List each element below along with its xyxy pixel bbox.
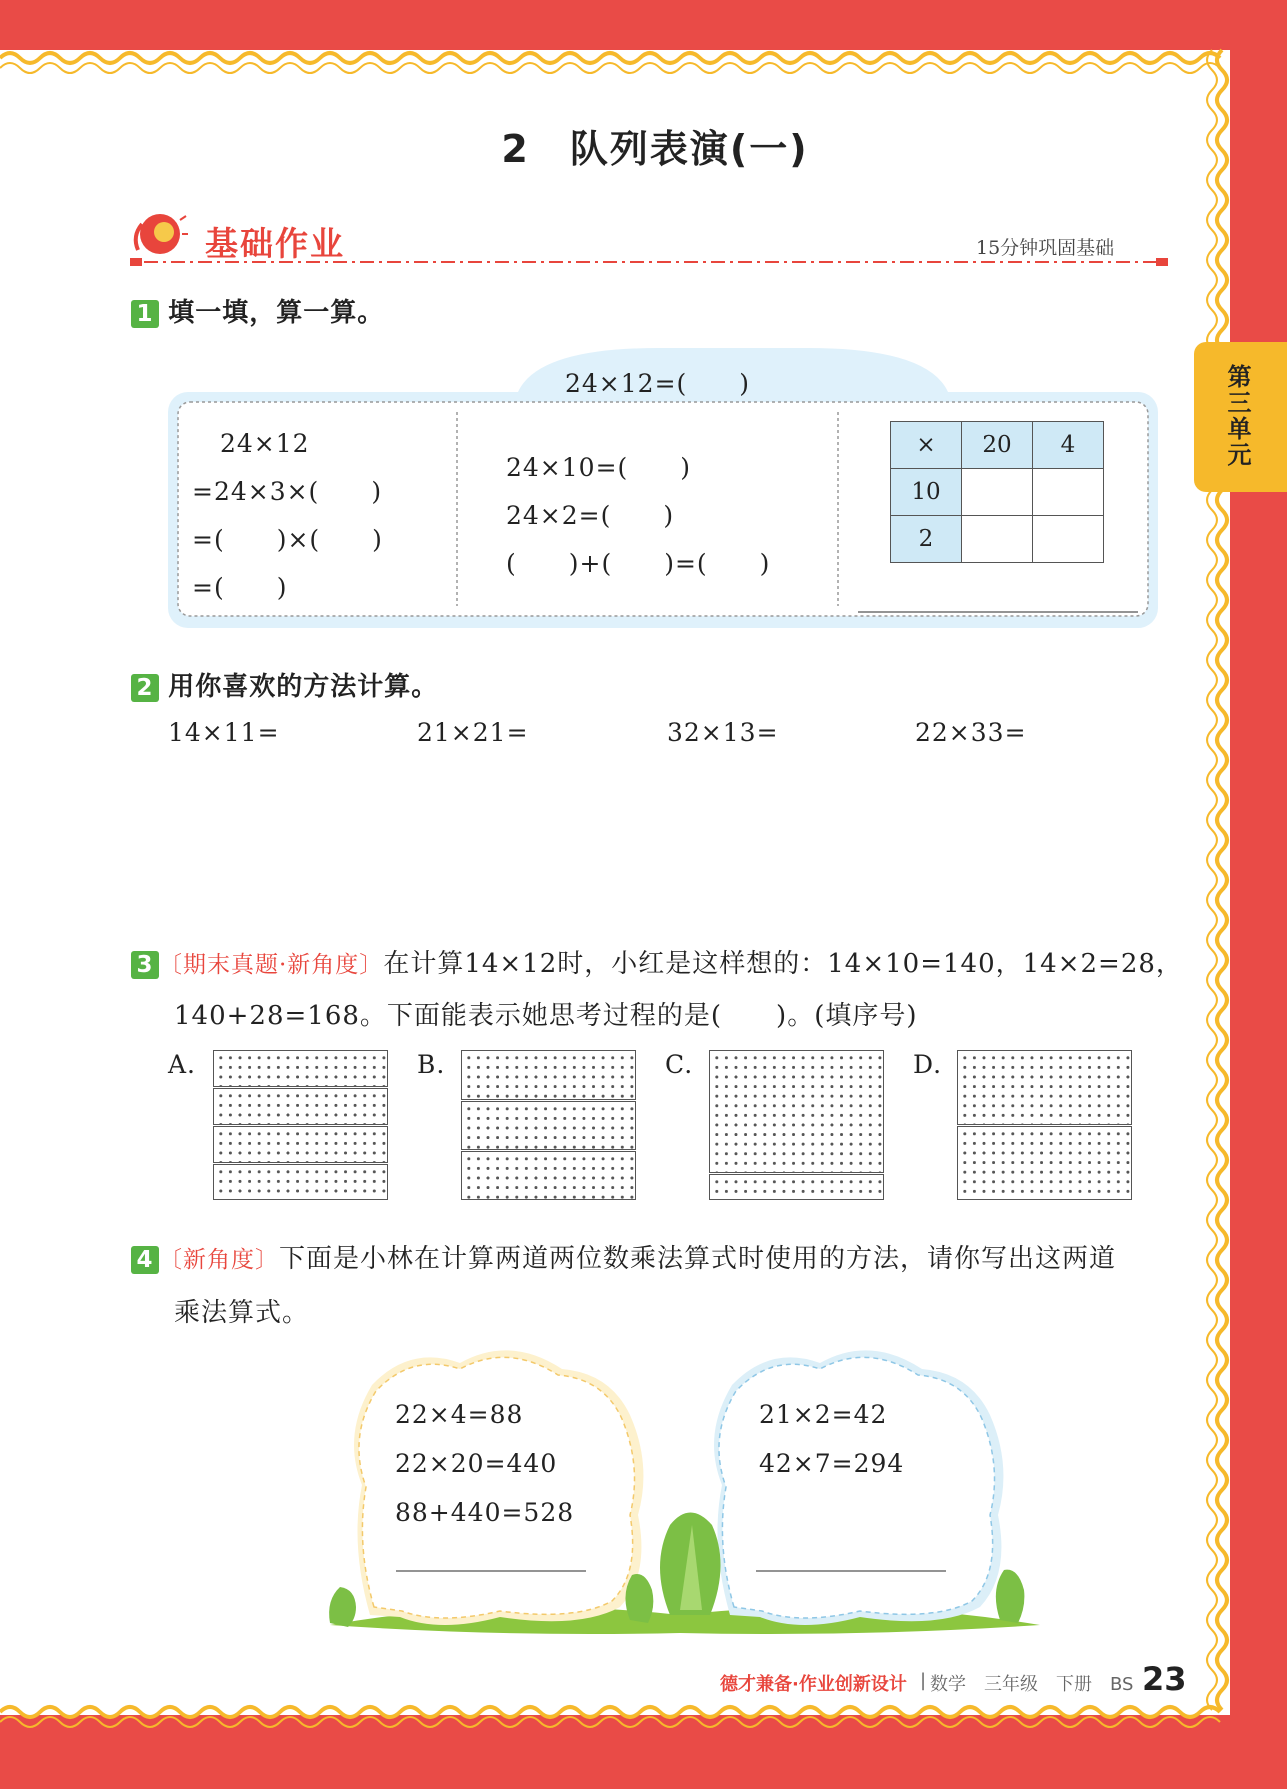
question-3-text-line2: 140+28=168。下面能表示她思考过程的是( )。(填序号): [174, 1001, 918, 1031]
question-text: 用你喜欢的方法计算。: [168, 672, 439, 702]
q1-col2-line: 24×10=( ): [506, 453, 692, 482]
table-answer-cell[interactable]: [1033, 516, 1104, 563]
dot-array-block: [709, 1050, 884, 1173]
question-4-text-line2: 乘法算式。: [174, 1298, 310, 1328]
section-divider: [130, 256, 1172, 270]
dot-array-block: [213, 1050, 388, 1087]
section-subtitle: 15分钟巩固基础: [976, 237, 1115, 259]
question-text: 填一填，算一算。: [168, 298, 385, 328]
q1-col1-line: =( )×( ): [192, 525, 383, 554]
cloud-line: 88+440=528: [395, 1498, 575, 1527]
question-1-prompt: [131, 292, 384, 329]
table-answer-cell[interactable]: [962, 469, 1033, 516]
footer-brand: 德才兼备·作业创新设计: [720, 1674, 907, 1695]
dot-array-block: [957, 1050, 1132, 1125]
question-tag: 〔期末真题·新角度〕: [159, 952, 384, 978]
question-4-prompt: [131, 1238, 1116, 1275]
question-number: 4: [131, 1246, 159, 1274]
question-number: 2: [131, 674, 159, 702]
footer-info: 数学 三年级 下册 BS: [930, 1674, 1134, 1695]
cloud-line: 22×4=88: [395, 1400, 524, 1429]
question-2-prompt: [131, 666, 438, 703]
q1-column-1: [192, 420, 383, 612]
cloud-line: 42×7=294: [759, 1449, 905, 1478]
q1-col2-line: ( )+( )=( ): [506, 549, 771, 578]
unit-side-tab: [1194, 342, 1287, 492]
left-cloud-work: [395, 1390, 574, 1537]
q2-expression: 22×33=: [915, 718, 1027, 747]
q2-expression: 14×11=: [168, 718, 280, 747]
q1-col1-line: =( ): [192, 573, 288, 602]
q1-header-equation: 24×12=( ): [565, 369, 751, 398]
option-label: C.: [665, 1050, 694, 1079]
cloud-line: 22×20=440: [395, 1449, 558, 1478]
table-corner: ×: [891, 422, 962, 469]
q1-multiplication-table: [890, 421, 1104, 563]
dot-array-block: [213, 1164, 388, 1200]
option-label: A.: [168, 1050, 197, 1079]
q1-col1-line: 24×12: [220, 429, 310, 458]
q2-expression: 21×21=: [417, 718, 529, 747]
q2-expression: 32×13=: [667, 718, 779, 747]
question-3-prompt: [131, 943, 1183, 980]
table-row-header: 10: [891, 469, 962, 516]
table-col-header: 4: [1033, 422, 1104, 469]
page-title: 2 队列表演(一): [501, 127, 809, 171]
table-answer-cell[interactable]: [962, 516, 1033, 563]
dot-array-block: [709, 1174, 884, 1200]
q1-col2-line: 24×2=( ): [506, 501, 675, 530]
option-label: B.: [417, 1050, 446, 1079]
question-text: 在计算14×12时，小红是这样想的：14×10=140，14×2=28，: [383, 949, 1183, 979]
table-row-header: 2: [891, 516, 962, 563]
dot-array-block: [957, 1126, 1132, 1200]
page-number: 23: [1142, 1660, 1187, 1698]
section-title: 基础作业: [205, 224, 345, 263]
footer-separator: |: [920, 1670, 927, 1691]
dot-array-block: [461, 1101, 636, 1150]
q1-col1-line: =24×3×( ): [192, 477, 383, 506]
dot-array-block: [461, 1050, 636, 1100]
dot-array-block: [213, 1088, 388, 1125]
question-text: 下面是小林在计算两道两位数乘法算式时使用的方法，请你写出这两道: [279, 1244, 1117, 1274]
question-tag: 〔新角度〕: [159, 1247, 279, 1273]
unit-label: 第三单元: [1223, 364, 1251, 468]
question-number: 1: [131, 300, 159, 328]
dot-array-block: [213, 1126, 388, 1163]
table-col-header: 20: [962, 422, 1033, 469]
cloud-line: 21×2=42: [759, 1400, 888, 1429]
q1-column-2: [506, 444, 770, 588]
bell-mascot-icon: [128, 206, 188, 262]
right-cloud-work: [759, 1390, 904, 1488]
table-answer-cell[interactable]: [1033, 469, 1104, 516]
option-label: D.: [913, 1050, 943, 1079]
question-number: 3: [131, 951, 159, 979]
dot-array-block: [461, 1151, 636, 1200]
